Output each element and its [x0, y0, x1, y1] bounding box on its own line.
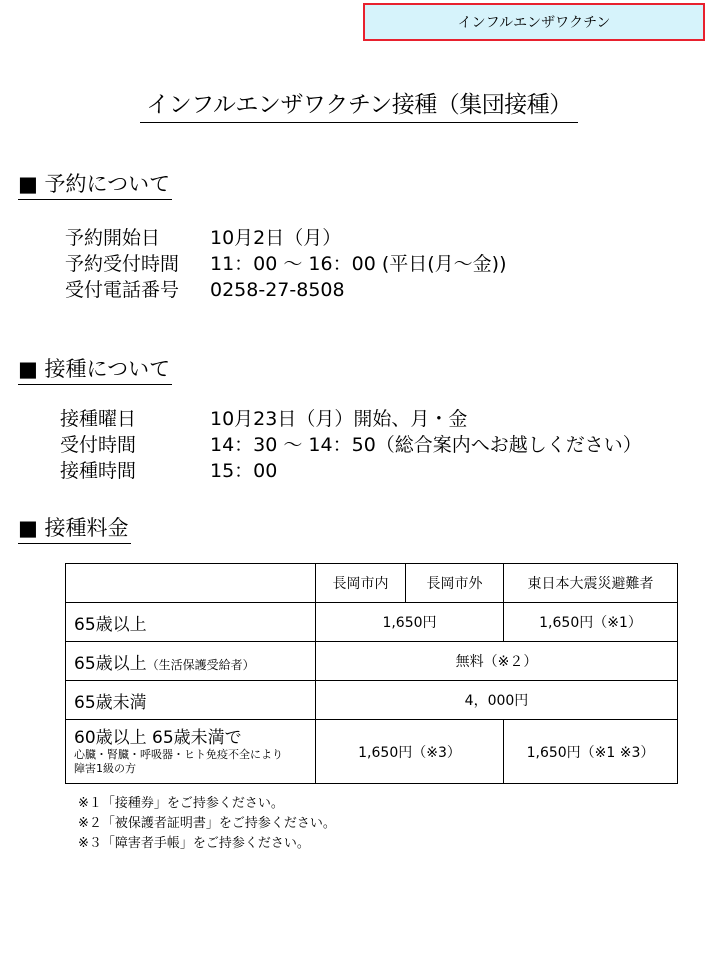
price-city-cell: 1,650円 — [316, 603, 504, 642]
header-evacuee: 東日本大震災避難者 — [504, 564, 678, 603]
price-city-cell: 1,650円（※3） — [316, 720, 504, 784]
fee-table-header-row — [66, 564, 678, 603]
category-note: （生活保護受給者） — [146, 657, 255, 672]
table-row — [66, 681, 678, 720]
vaccination-reception-label: 受付時間 — [60, 434, 137, 456]
fees-heading: ■ 接種料金 — [18, 512, 131, 544]
category-sub-line-1: 心臓・腎臓・呼吸器・ヒト免疫不全により — [74, 747, 283, 761]
category-cell — [66, 720, 316, 784]
table-row — [66, 642, 678, 681]
category-label: 60歳以上 65歳未満で — [74, 727, 242, 748]
table-row — [66, 603, 678, 642]
price-all-cell: 無料（※２） — [316, 642, 678, 681]
page-title: インフルエンザワクチン接種（集団接種） — [140, 86, 578, 123]
vaccination-day-value: 10月23日（月）開始、月・金 — [210, 408, 468, 430]
vaccination-time-row — [60, 458, 278, 484]
reservation-hours-row — [65, 251, 507, 277]
category-sub-line-2: 障害1級の方 — [74, 761, 136, 775]
vaccination-time-label: 接種時間 — [60, 460, 137, 482]
category-cell — [66, 642, 316, 681]
vaccination-reception-row — [60, 432, 642, 458]
vaccination-day-row — [60, 406, 468, 432]
vaccination-reception-value: 14：30 ～ 14：50（総合案内へお越しください） — [210, 434, 642, 456]
reservation-phone-row — [65, 277, 345, 303]
reservation-heading: ■ 予約について — [18, 168, 172, 200]
note-item: ※３「障害者手帳」をご持参ください。 — [78, 836, 310, 851]
reservation-phone-value: 0258-27-8508 — [210, 279, 345, 301]
fee-table-corner-cell — [66, 564, 316, 603]
reservation-start-value: 10月2日（月） — [210, 227, 342, 249]
vaccine-tag — [363, 3, 705, 41]
category-cell: 65歳以上 — [66, 603, 316, 642]
price-evacuee-cell: 1,650円（※1） — [504, 603, 678, 642]
note-item: ※１「接種券」をご持参ください。 — [78, 796, 284, 811]
fee-table — [65, 563, 678, 784]
reservation-phone-label: 受付電話番号 — [65, 279, 180, 301]
vaccine-tag-label: インフルエンザワクチン — [457, 15, 611, 31]
reservation-start-row — [65, 225, 342, 251]
reservation-hours-value: 11：00 ～ 16：00 (平日(月～金)) — [210, 253, 507, 275]
category-label: 65歳以上 — [74, 653, 147, 674]
price-evacuee-cell: 1,650円（※1 ※3） — [504, 720, 678, 784]
reservation-hours-label: 予約受付時間 — [65, 253, 180, 275]
vaccination-heading: ■ 接種について — [18, 353, 172, 385]
reservation-start-label: 予約開始日 — [65, 227, 161, 249]
price-all-cell: 4，000円 — [316, 681, 678, 720]
vaccination-day-label: 接種曜日 — [60, 408, 137, 430]
header-outside-city: 長岡市外 — [406, 564, 504, 603]
vaccination-time-value: 15：00 — [210, 460, 278, 482]
table-row — [66, 720, 678, 784]
notes — [78, 794, 336, 854]
note-item: ※２「被保護者証明書」をご持参ください。 — [78, 816, 336, 831]
header-nagaoka-city: 長岡市内 — [316, 564, 406, 603]
category-cell: 65歳未満 — [66, 681, 316, 720]
